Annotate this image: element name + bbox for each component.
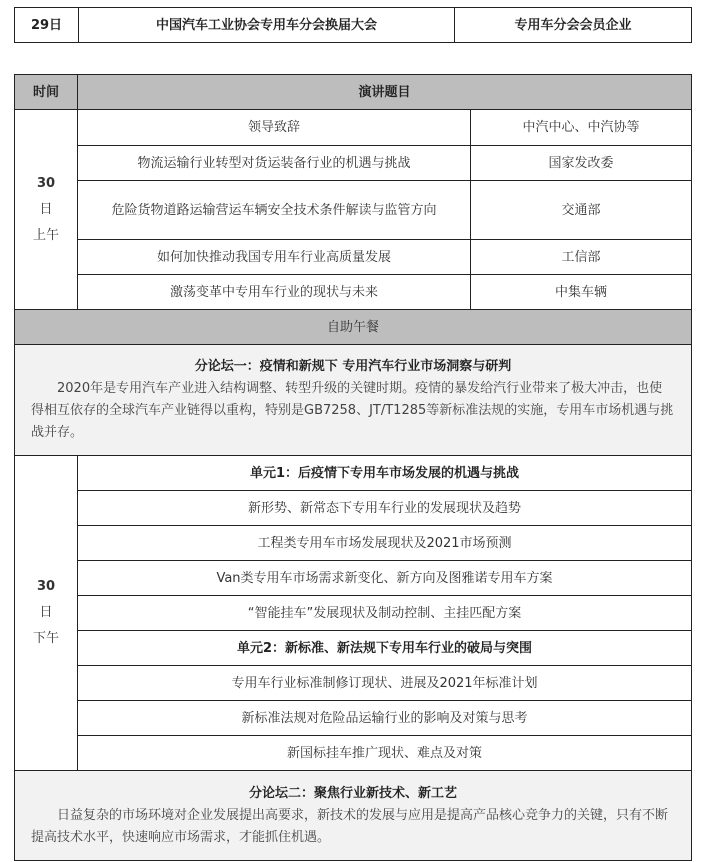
- afternoon-unit-heading: 单元2：新标准、新法规下专用车行业的破局与突围: [78, 631, 692, 666]
- forum2-body: 日益复杂的市场环境对企业发展提出高要求，新技术的发展与应用是提高产品核心竞争力的关键，只有不断提高技术水平，快速响应市场需求，才能抓住机遇。: [31, 807, 669, 845]
- schedule-table: [14, 74, 692, 861]
- afternoon-talk: 新形势、新常态下专用车行业的发展现状及趋势: [78, 491, 692, 526]
- morning-talk-speaker: 交通部: [471, 181, 692, 240]
- morning-talk-title: 领导致辞: [78, 110, 471, 146]
- morning-talk-title: 激荡变革中专用车行业的现状与未来: [78, 275, 471, 310]
- morning-time-cell: [15, 110, 78, 310]
- top-row-participants: 专用车分会会员企业: [455, 8, 692, 43]
- morning-talk-title: 如何加快推动我国专用车行业高质量发展: [78, 240, 471, 275]
- header-topic: 演讲题目: [78, 75, 692, 110]
- afternoon-date-unit: 日: [39, 605, 53, 620]
- forum2-title: 分论坛二：聚焦行业新技术、新工艺: [249, 785, 458, 801]
- morning-talk-title: 危险货物道路运输营运车辆安全技术条件解读与监管方向: [78, 181, 471, 240]
- afternoon-time-cell: [15, 456, 78, 771]
- afternoon-unit-heading: 单元1：后疫情下专用车市场发展的机遇与挑战: [78, 456, 692, 491]
- morning-date-unit: 日: [39, 201, 53, 217]
- morning-talk-title: 物流运输行业转型对货运装备行业的机遇与挑战: [78, 146, 471, 181]
- afternoon-talk: 新标准法规对危险品运输行业的影响及对策与思考: [78, 701, 692, 736]
- top-row-day: 29日: [15, 8, 79, 43]
- morning-talk-speaker: 工信部: [471, 240, 692, 275]
- afternoon-period: 下午: [32, 631, 59, 646]
- morning-talk-speaker: 中集车辆: [471, 275, 692, 310]
- afternoon-talk: Van类专用车市场需求新变化、新方向及图雅诺专用车方案: [78, 561, 692, 596]
- top-row-table: [14, 7, 692, 43]
- afternoon-talk: 专用车行业标准制修订现状、进展及2021年标准计划: [78, 666, 692, 701]
- afternoon-date-num: 30: [36, 579, 56, 594]
- afternoon-talk: “智能挂车”发展现状及制动控制、主挂匹配方案: [78, 596, 692, 631]
- afternoon-talk: 工程类专用车市场发展现状及2021市场预测: [78, 526, 692, 561]
- forum1-block: [15, 345, 692, 456]
- top-row-event: 中国汽车工业协会专用车分会换届大会: [79, 8, 455, 43]
- morning-talk-speaker: 中汽中心、中汽协等: [471, 110, 692, 146]
- lunch-row: 自助午餐: [15, 310, 692, 345]
- morning-date-num: 30: [36, 175, 56, 191]
- header-time: 时间: [15, 75, 78, 110]
- forum1-body: 2020年是专用汽车产业进入结构调整、转型升级的关键时期。疫情的暴发给汽行业带来了极大冲击，也使得相互依存的全球汽车产业链得以重构，特别是GB7258、JT/T1285等新标准法规的实施，专用车市场机遇与挑战并存。: [31, 381, 674, 440]
- forum2-block: [15, 771, 692, 861]
- afternoon-talk: 新国标挂车推广现状、难点及对策: [78, 736, 692, 771]
- morning-period: 上午: [32, 227, 59, 243]
- forum1-title: 分论坛一：疫情和新规下 专用汽车行业市场洞察与研判: [194, 359, 512, 374]
- morning-talk-speaker: 国家发改委: [471, 146, 692, 181]
